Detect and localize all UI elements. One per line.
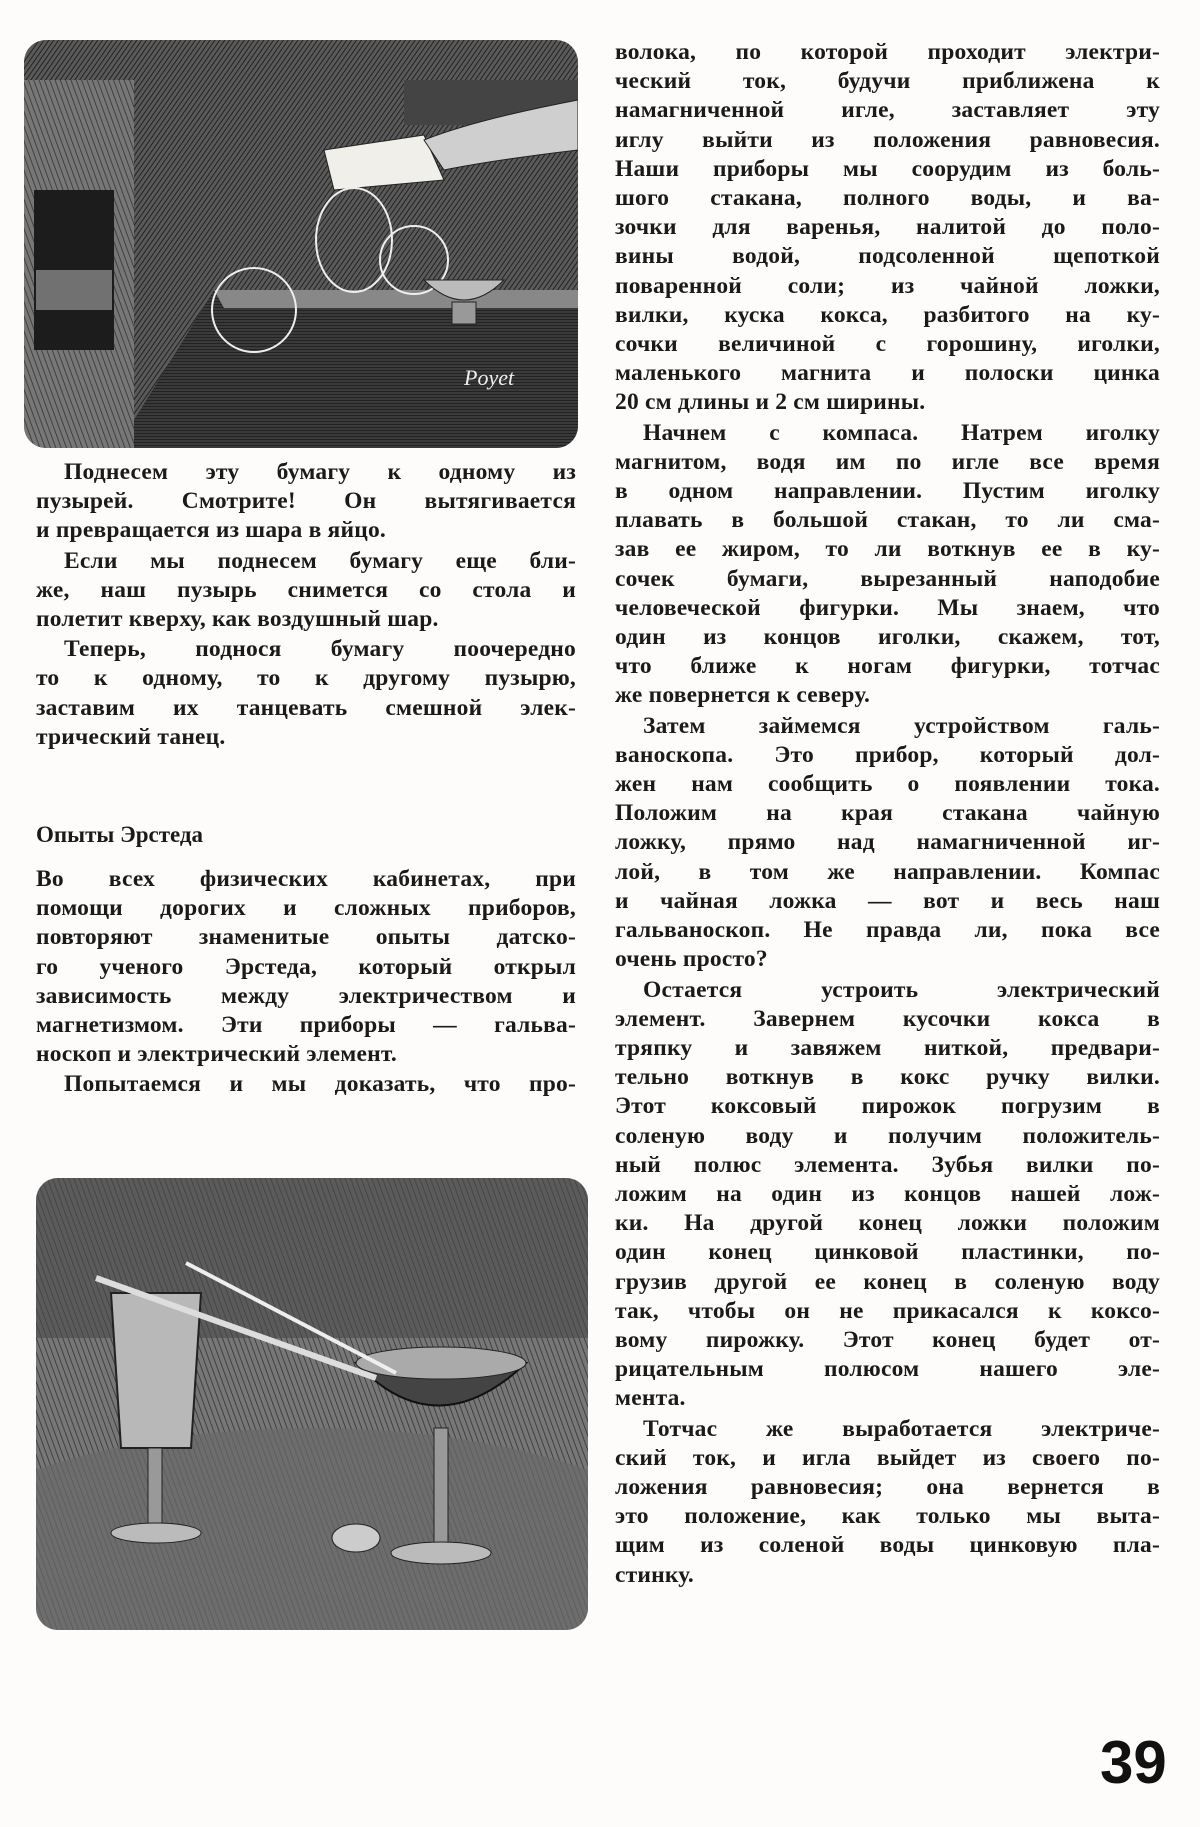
- text-line: ки. На другой конец ложки положим: [615, 1210, 1160, 1237]
- text-line: вилки, куска кокса, разбитого на ку-: [615, 301, 1160, 328]
- paragraph: [36, 1070, 576, 1099]
- text-line: ваноскопа. Это прибор, который дол-: [615, 741, 1160, 768]
- text-line: в одном направлении. Пустим иголку: [615, 478, 1160, 505]
- text-line: Попытаемся и мы доказать, что про-: [64, 1071, 576, 1098]
- left-column-bottom-text: [36, 865, 576, 1101]
- paragraph: [615, 976, 1160, 1414]
- text-line: тельно воткнув в кокс ручку вилки.: [615, 1064, 1160, 1091]
- illustration-soap-bubbles: [24, 40, 578, 448]
- text-line: Тотчас же выработается электриче-: [643, 1415, 1160, 1442]
- text-line: человеческой фигурки. Мы знаем, что: [615, 594, 1160, 621]
- text-line: ный полюс элемента. Зубья вилки по-: [615, 1151, 1160, 1178]
- text-line: ложим на один из концов нашей лож-: [615, 1180, 1160, 1207]
- text-line: полетит кверху, как воздушный шар.: [36, 606, 439, 633]
- text-line: зав ее жиром, то ли воткнув ее в ку-: [615, 536, 1160, 563]
- text-line: стинку.: [615, 1561, 694, 1588]
- section-heading: Опыты Эрстеда: [36, 822, 204, 847]
- illustration-signature: Poyet: [464, 365, 515, 390]
- text-line: Этот коксовый пирожок погрузим в: [615, 1093, 1160, 1120]
- text-line: волока, по которой проходит электри-: [615, 39, 1160, 65]
- text-line: трический танец.: [36, 723, 226, 750]
- text-line: сочек бумаги, вырезанный наподобие: [615, 565, 1160, 592]
- text-line: пузырей. Смотрите! Он вытягивается: [36, 488, 576, 515]
- text-line: заставим их танцевать смешной элек-: [36, 694, 576, 721]
- text-line: 20 см длины и 2 см ширины.: [615, 389, 926, 416]
- text-line: вому пирожку. Этот конец будет от-: [615, 1326, 1160, 1353]
- paragraph: [36, 547, 576, 635]
- text-line: ложку, прямо над намагниченной иг-: [615, 829, 1160, 856]
- text-line: Во всех физических кабинетах, при: [36, 866, 576, 892]
- text-line: и превращается из шара в яйцо.: [36, 517, 386, 544]
- text-line: иглу выйти из положения равновесия.: [615, 126, 1160, 153]
- text-line: то к одному, то к другому пузырю,: [36, 665, 576, 692]
- text-line: повторяют знаменитые опыты датско-: [36, 924, 576, 951]
- text-line: Если мы поднесем бумагу еще бли-: [64, 547, 576, 574]
- text-line: зависимость между электричеством и: [36, 982, 576, 1009]
- text-line: Поднесем эту бумагу к одному из: [64, 459, 576, 485]
- paragraph: [615, 38, 1160, 418]
- right-column-text: [615, 38, 1160, 1591]
- text-line: ский ток, и игла выйдет из своего по-: [615, 1444, 1160, 1471]
- text-line: Теперь, поднося бумагу поочередно: [64, 636, 576, 663]
- left-column-top-text: [36, 458, 576, 753]
- text-line: рицательным полюсом нашего эле-: [615, 1356, 1160, 1383]
- text-line: магнетизмом. Эти приборы — гальва-: [36, 1012, 576, 1039]
- paragraph: [36, 865, 576, 1069]
- text-line: Наши приборы мы соорудим из боль-: [615, 155, 1160, 182]
- text-line: что ближе к ногам фигурки, тотчас: [615, 653, 1160, 680]
- text-line: ческий ток, будучи приближена к: [615, 68, 1160, 95]
- paragraph: [36, 635, 576, 752]
- text-line: один из концов иголки, скажем, тот,: [615, 624, 1160, 651]
- illustration-galvanoscope-experiment: [36, 1178, 588, 1630]
- text-line: тряпку и завяжем ниткой, предвари-: [615, 1034, 1160, 1061]
- text-line: Затем займемся устройством галь-: [643, 712, 1160, 739]
- text-line: соленую воду и получим положитель-: [615, 1122, 1160, 1149]
- paragraph: [36, 458, 576, 546]
- text-line: сочки величиной с горошину, иголки,: [615, 331, 1160, 358]
- text-line: го ученого Эрстеда, который открыл: [36, 953, 576, 980]
- text-line: вины водой, подсоленной щепоткой: [615, 243, 1160, 270]
- text-line: так, чтобы он не прикасался к коксо-: [615, 1297, 1160, 1324]
- page-number: 39: [1100, 1729, 1167, 1796]
- text-line: гальваноскоп. Не правда ли, пока все: [615, 917, 1160, 944]
- text-line: лой, в том же направлении. Компас: [615, 858, 1160, 885]
- text-line: помощи дорогих и сложных приборов,: [36, 895, 576, 922]
- paragraph: [615, 1415, 1160, 1590]
- text-line: носкоп и электрический элемент.: [36, 1041, 397, 1068]
- text-line: щим из соленой воды цинковую пла-: [615, 1532, 1160, 1559]
- text-line: маленького магнита и полоски цинка: [615, 360, 1160, 387]
- text-line: поваренной соли; из чайной ложки,: [615, 272, 1160, 299]
- text-line: один конец цинковой пластинки, по-: [615, 1239, 1160, 1266]
- text-line: же, наш пузырь снимется со стола и: [36, 576, 576, 603]
- paragraph: [615, 419, 1160, 711]
- text-line: плавать в большой стакан, то ли сма-: [615, 507, 1160, 534]
- paragraph: [615, 712, 1160, 975]
- text-line: намагниченной игле, заставляет эту: [615, 97, 1160, 124]
- text-line: же повернется к северу.: [615, 682, 871, 709]
- text-line: очень просто?: [615, 946, 768, 973]
- text-line: Начнем с компаса. Натрем иголку: [643, 419, 1160, 446]
- text-line: грузив другой ее конец в соленую воду: [615, 1268, 1160, 1295]
- text-line: Остается устроить электрический: [643, 976, 1160, 1003]
- text-line: и чайная ложка — вот и весь наш: [615, 887, 1160, 914]
- text-line: зочки для варенья, налитой до поло-: [615, 214, 1160, 241]
- text-line: жен нам сообщить о появлении тока.: [615, 771, 1160, 798]
- text-line: магнитом, водя им по игле все время: [615, 448, 1160, 475]
- text-line: элемент. Завернем кусочки кокса в: [615, 1005, 1160, 1032]
- text-line: Положим на края стакана чайную: [615, 800, 1160, 827]
- text-line: это положение, как только мы выта-: [615, 1503, 1160, 1530]
- text-line: шого стакана, полного воды, и ва-: [615, 185, 1160, 212]
- text-line: ложения равновесия; она вернется в: [615, 1473, 1160, 1500]
- text-line: мента.: [615, 1385, 686, 1412]
